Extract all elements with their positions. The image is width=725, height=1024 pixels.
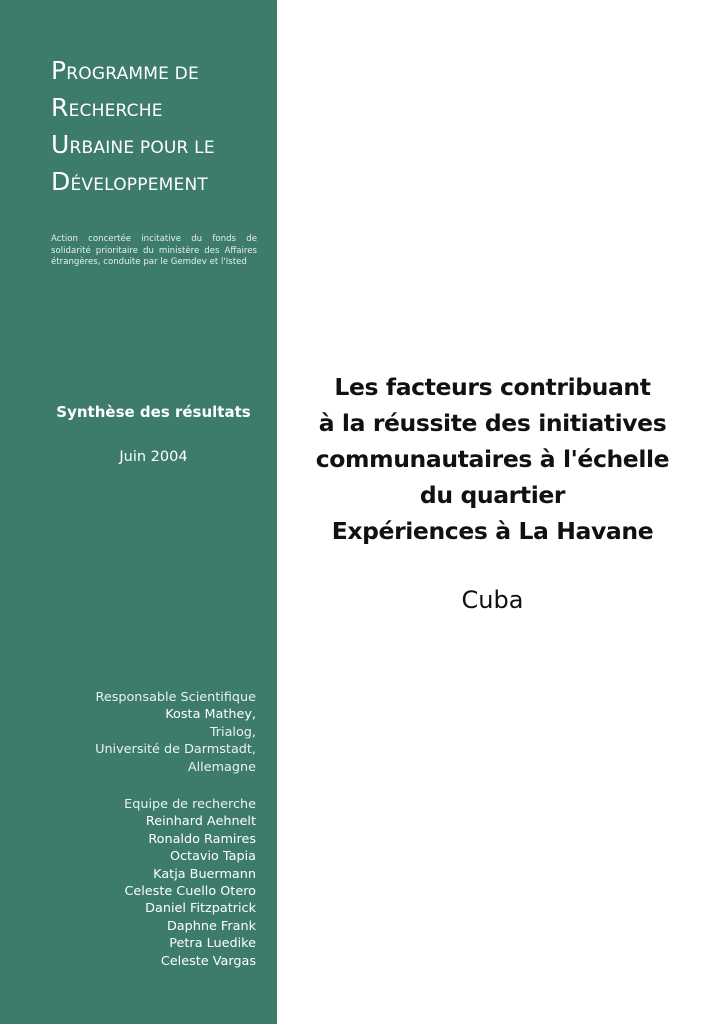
team-member: Octavio Tapia [169, 849, 256, 865]
title-line: communautaires à l'échelle [315, 445, 670, 473]
title-line: du quartier [419, 481, 566, 509]
programme-word: ROGRAMME DE [66, 64, 199, 84]
equipe-block [16, 796, 256, 970]
title-line: Expériences à La Havane [331, 517, 654, 545]
programme-line [51, 128, 271, 165]
responsable-affiliation: Université de Darmstadt, [95, 742, 256, 758]
programme-initial: P [51, 56, 67, 85]
programme-line [51, 54, 271, 91]
programme-word: ÉVELOPPEMENT [70, 175, 208, 195]
team-member: Petra Luedike [169, 936, 256, 952]
team-member: Reinhard Aehnelt [145, 814, 256, 830]
team-member: Daphne Frank [166, 918, 256, 934]
team-member: Katja Buermann [153, 866, 256, 882]
team-member: Celeste Cuello Otero [124, 884, 256, 900]
team-member: Daniel Fitzpatrick [145, 901, 256, 917]
responsable-affiliation: Trialog, [209, 724, 256, 740]
equipe-label: Equipe de recherche [124, 797, 256, 812]
country-name: Cuba [461, 586, 524, 614]
title-line: à la réussite des initiatives [318, 409, 667, 437]
publication-date: Juin 2004 [119, 449, 188, 465]
programme-word: RBAINE POUR LE [69, 138, 215, 158]
programme-line [51, 91, 271, 128]
responsable-affiliation: Allemagne [187, 759, 256, 775]
document-title [300, 369, 685, 549]
programme-initial: D [51, 167, 71, 196]
programme-description: Action concertée incitative du fonds de solidarité prioritaire du ministère des Affaires étrangères, conduite par le Gemdev et l'Isted [51, 234, 257, 268]
title-line: Les facteurs contribuant [334, 373, 651, 401]
programme-initial: U [51, 130, 70, 159]
team-member: Celeste Vargas [160, 953, 256, 969]
responsable-block [16, 689, 256, 776]
programme-word: ECHERCHE [68, 101, 163, 121]
programme-line [51, 165, 271, 202]
programme-title [51, 54, 271, 202]
programme-initial: R [51, 93, 69, 122]
synthese-heading: Synthèse des résultats [56, 403, 251, 421]
sidebar-panel [0, 0, 277, 1024]
team-member: Ronaldo Ramires [148, 831, 256, 847]
responsable-name: Kosta Mathey, [165, 707, 256, 723]
responsable-label: Responsable Scientifique [95, 690, 256, 705]
